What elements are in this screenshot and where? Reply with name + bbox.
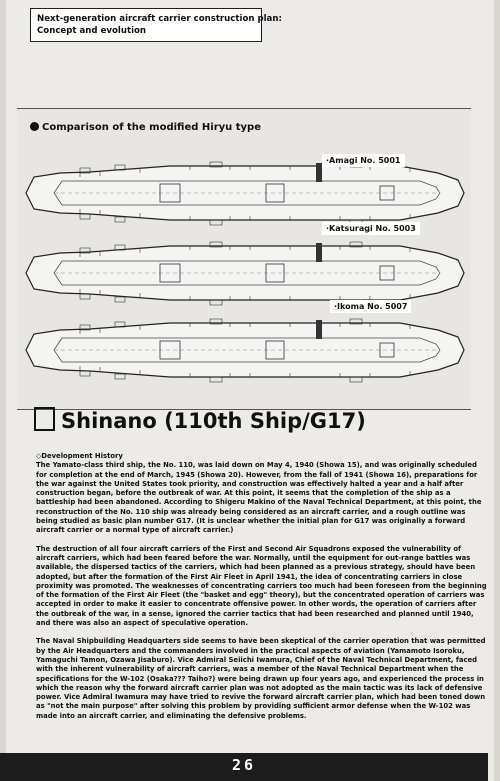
ship-plan-drawings (20, 140, 470, 390)
ship-plan-amagi (26, 162, 464, 225)
ship-plan-katsuragi (26, 242, 464, 305)
figure-title-text: Comparison of the modified Hiryu type (42, 122, 261, 133)
ship-label-ikoma: ·Ikoma No. 5007 (330, 300, 411, 313)
paragraph-2: The destruction of all four aircraft carriers of the First and Second Air Squadrons exposed the vulnerability of aircraft carriers, which had been feared before the war. Normally, until the equipment for out-range battles was available, the dispersed tactics of the carriers, which had been planned as a previous strategy, should have been adopted, but after the formation of the First Air Fleet in April 1941, the idea of concentrating carriers in close proximity was promoted. The weaknesses of concentrating carriers too much had been foreseen from the beginning of the formation of the First Air Fleet (the "basket and egg" theory), but the concentrated operation of carriers was accepted in order to make it easier to concentrate offensive power. In other words, the operation of carriers after the outbreak of the war, in a sense, ignored the carrier tactics that had been researched and planned until 1940, and there was also an aspect of speculative operation. (36, 544, 487, 628)
page-number: 26 (231, 756, 257, 774)
bullet-icon (30, 122, 39, 131)
article-body (36, 452, 488, 730)
subheading: ◇Development History (36, 452, 123, 460)
figure-title (30, 122, 261, 133)
section-title (34, 407, 366, 433)
chapter-header (30, 8, 282, 42)
paragraph-3: The Naval Shipbuilding Headquarters side seems to have been skeptical of the carrier operation that was permitted by the Air Headquarters and the commanders involved in the practical aspects of aviation (Yamamoto Isoroku, Yamaguchi Tamon, Ozawa Jisaburo). Vice Admiral Seiichi Iwamura, Chief of the Naval Technical Department, faced with the inherent vulnerability of aircraft carriers, was a member of the Naval Technical Department when the specifications for the W-102 (Osaka??? Taiho?) were being drawn up four years ago, and experienced the process in which the reason why the forward aircraft carrier plan was not adopted as the main tactic was its lack of defensive power. Vice Admiral Iwamura may have tried to revive the forward aircraft carrier plan, which had been toned down as "not the main purpose" after solving this problem by providing sufficient armor defense when the W-102 was made into an aircraft carrier, and eliminating the defensive problems. (36, 637, 486, 720)
section-title-text: Shinano (110th Ship/G17) (61, 409, 366, 433)
ship-label-amagi: ·Amagi No. 5001 (322, 154, 405, 167)
ship-plan-ikoma (26, 319, 464, 382)
chapter-header-line2: Concept and evolution (37, 26, 147, 36)
ship-label-katsuragi: ·Katsuragi No. 5003 (322, 222, 420, 235)
chapter-header-line1: Next-generation aircraft carrier construction plan: (37, 14, 282, 24)
paragraph-1: The Yamato-class third ship, the No. 110, was laid down on May 4, 1940 (Showa 15), and was originally scheduled for completion at the end of March, 1945 (Showa 20). However, from the fall of 1941 (Showa 16), preparations for the war against the United States took priority, and construction was effectively halted a year and a half after construction began, before the outbreak of war. At this point, it seems that the completion of the ship as a battleship had been abandoned. According to Shigeru Makino of the Naval Technical Department, at this point, the reconstruction of the No. 110 ship was already being considered as an aircraft carrier, and a rough outline was being studied as basic plan number G17. (It is unclear whether the initial plan for G17 was originally a forward aircraft carrier or a normal type of aircraft carrier.) (36, 461, 482, 535)
square-icon (34, 407, 55, 431)
